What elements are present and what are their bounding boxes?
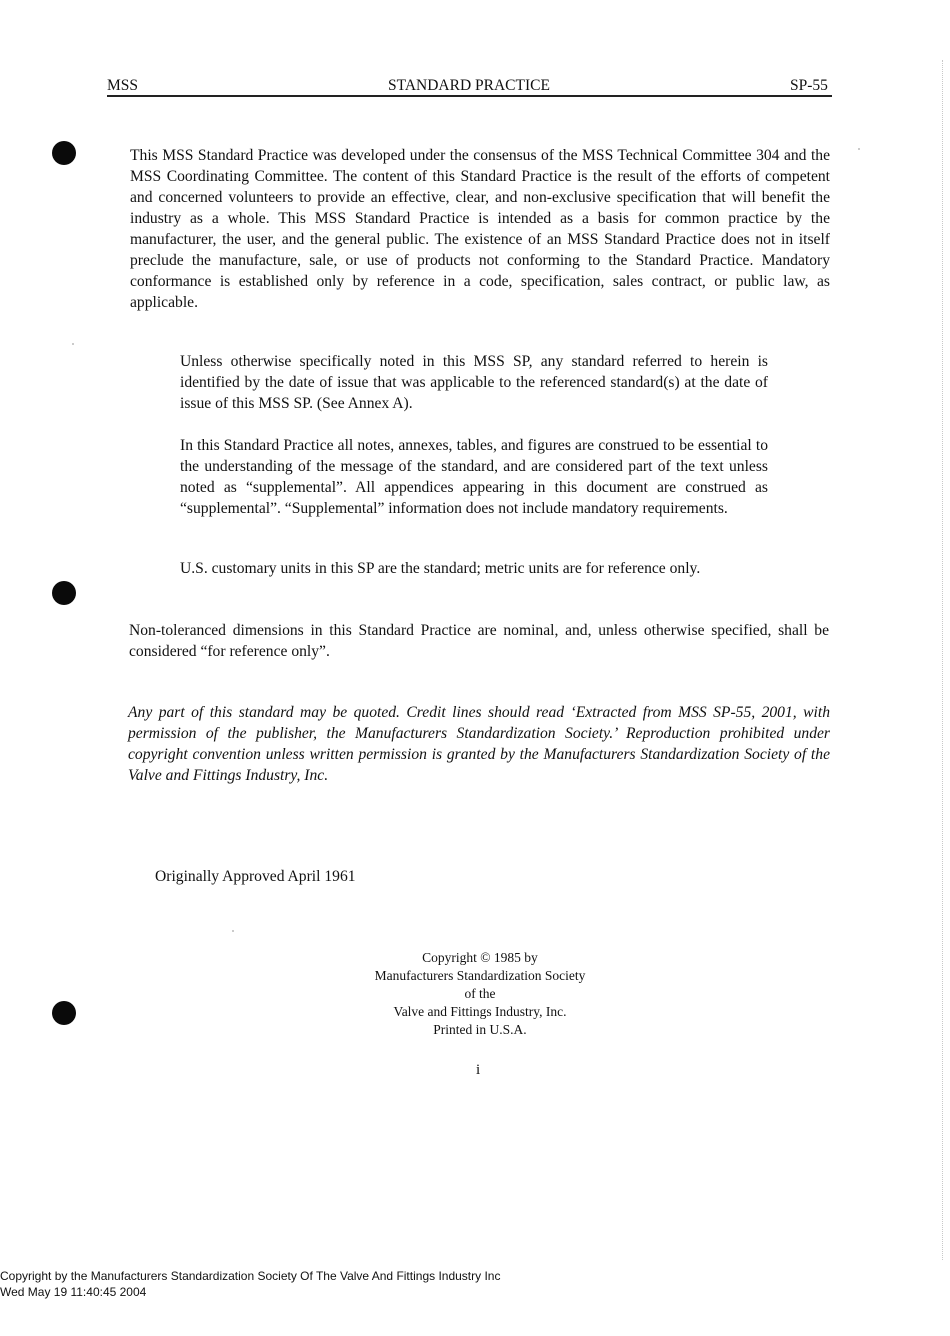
non-toleranced-paragraph: Non-toleranced dimensions in this Standard Practice are nominal, and, unless otherwise specified, shall be considered “for reference only”. xyxy=(129,622,829,660)
punch-hole-bottom-icon xyxy=(52,1001,76,1025)
footer-timestamp: Wed May 19 11:40:45 2004 xyxy=(0,1285,147,1299)
supplemental-paragraph: In this Standard Practice all notes, annexes, tables, and figures are construed to be essential to the understanding of the message of the standard, and are considered part of the text unless noted as “supplemental”. All appendices appearing in this document are construed as “supplemental”. “Supplemental” information does not include mandatory requirements. xyxy=(180,437,768,517)
header-rule xyxy=(107,95,832,97)
punch-hole-top-icon xyxy=(52,141,76,165)
copyright-block xyxy=(330,949,630,1039)
quote-notice-paragraph: Any part of this standard may be quoted. Credit lines should read ‘Extracted from MSS SP-55, 2001, with permission of the publisher, the Manufacturers Standardization Society.’ Reproduction prohibited under copyright convention unless written permission is granted by the Manufacturers Standardization Society of the Valve and Fittings Industry, Inc. xyxy=(128,704,830,784)
publisher-industry: Valve and Fittings Industry, Inc. xyxy=(393,1004,567,1019)
units-paragraph: U.S. customary units in this SP are the standard; metric units are for reference only. xyxy=(180,560,701,577)
page-number: i xyxy=(476,1062,481,1078)
header-left: MSS xyxy=(107,77,139,94)
referenced-standards-paragraph: Unless otherwise specifically noted in this MSS SP, any standard referred to herein is identified by the date of issue that was applicable to the referenced standard(s) at the date of issue of this MSS SP. (See Annex A). xyxy=(180,353,768,412)
scan-speck xyxy=(232,930,234,932)
printed-in: Printed in U.S.A. xyxy=(433,1022,527,1037)
footer-copyright: Copyright by the Manufacturers Standardization Society Of The Valve And Fittings Industry Inc xyxy=(0,1269,501,1283)
footer xyxy=(0,1268,500,1300)
publisher-name: Manufacturers Standardization Society xyxy=(374,968,586,983)
publisher-of: of the xyxy=(464,986,496,1001)
scan-speck xyxy=(72,343,74,345)
header-title: STANDARD PRACTICE xyxy=(388,77,550,94)
copyright-line: Copyright © 1985 by xyxy=(422,950,538,965)
scan-edge-line xyxy=(942,60,944,1260)
header-doc-number: SP-55 xyxy=(790,77,828,94)
scan-speck xyxy=(858,148,860,150)
punch-hole-middle-icon xyxy=(52,581,76,605)
approval-date: Originally Approved April 1961 xyxy=(155,868,356,885)
intro-paragraph: This MSS Standard Practice was developed under the consensus of the MSS Technical Committee 304 and the MSS Coordinating Committee. The content of this Standard Practice is the result of the efforts of competent and concerned volunteers to provide an effective, clear, and non-exclusive specification that will benefit the industry as a whole. This MSS Standard Practice is intended as a basis for common practice by the manufacturer, the user, and the general public. The existence of an MSS Standard Practice does not in itself preclude the manufacture, sale, or use of products not conforming to the Standard Practice. Mandatory conformance is established only by reference in a code, specification, sales contract, or public law, as applicable. xyxy=(130,147,830,311)
